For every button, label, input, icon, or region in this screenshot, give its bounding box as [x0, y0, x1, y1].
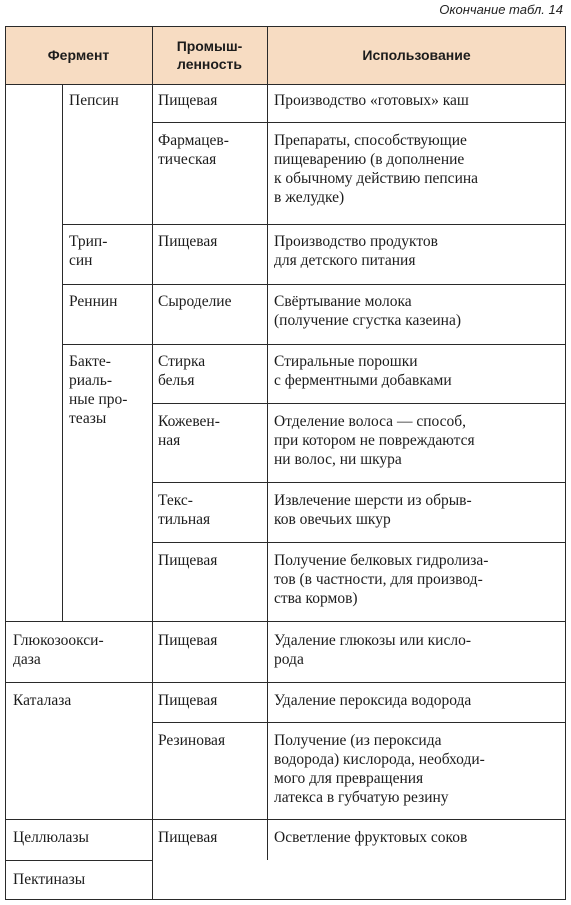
table-divider — [267, 26, 268, 860]
cell-industry: Пищевая — [158, 233, 218, 250]
table-divider — [62, 284, 566, 285]
table-divider — [152, 542, 566, 543]
table-divider — [5, 819, 566, 820]
table-divider — [152, 722, 566, 723]
cell-industry: Текс- тильная — [158, 492, 211, 528]
cell-enzyme-catalase: Каталаза — [13, 692, 72, 709]
cell-enzyme-pectinases: Пектиназы — [13, 871, 86, 888]
table-border-right — [565, 26, 566, 900]
table-border-top — [5, 26, 566, 27]
cell-industry: Стирка белья — [158, 353, 206, 389]
cell-usage: Осветление фруктовых соков — [274, 829, 468, 846]
cell-industry: Пищевая — [158, 692, 218, 709]
cell-industry: Пищевая — [158, 552, 218, 569]
table-border-bottom — [5, 899, 566, 900]
table-divider — [62, 84, 63, 621]
cell-usage: Свёртывание молока (получение сгустка казеина) — [274, 293, 462, 329]
cell-enzyme-trypsin: Трип- син — [69, 233, 108, 269]
cell-usage: Препараты, способствующие пищеварению (в дополнение к обычному действию пепсина в желудке) — [274, 132, 479, 206]
header-enzyme: Фермент — [5, 26, 152, 84]
enzymes-table — [5, 26, 566, 900]
header-industry: Промыш- ленность — [152, 26, 267, 84]
cell-industry: Пищевая — [158, 92, 218, 109]
cell-enzyme-bacterial-proteases: Бакте- риаль- ные про- теазы — [69, 353, 128, 427]
cell-enzyme-rennin: Реннин — [69, 293, 118, 310]
table-divider — [152, 26, 153, 900]
cell-usage: Производство продуктов для детского питания — [274, 233, 438, 269]
cell-usage: Удаление пероксида водорода — [274, 692, 472, 709]
table-divider — [152, 403, 566, 404]
cell-usage: Отделение волоса — способ, при котором не повреждаются ни волос, ни шкура — [274, 413, 475, 468]
cell-usage: Получение (из пероксида водорода) кислорода, необходи- мого для превращения латекса в губчатую резину — [274, 732, 485, 806]
cell-usage: Удаление глюкозы или кисло- рода — [274, 632, 472, 668]
table-divider — [62, 224, 566, 225]
cell-enzyme-pepsin: Пепсин — [69, 92, 119, 109]
cell-usage: Получение белковых гидролиза- тов (в частности, для производ- ства кормов) — [274, 552, 489, 607]
table-divider — [152, 482, 566, 483]
cell-enzyme-glucose-oxidase: Глюкозоокси- даза — [13, 632, 104, 668]
cell-industry: Кожевен- ная — [158, 413, 220, 449]
cell-usage: Производство «готовых» каш — [274, 92, 469, 109]
header-usage: Использование — [267, 26, 566, 84]
table-divider — [5, 621, 566, 622]
table-border-left — [5, 26, 6, 900]
cell-industry: Пищевая — [158, 632, 218, 649]
cell-industry: Пищевая — [158, 829, 218, 846]
table-divider — [152, 122, 566, 123]
table-divider — [62, 344, 566, 345]
cell-enzyme-cellulases: Целлюлазы — [13, 829, 89, 846]
cell-industry: Фармацев- тическая — [158, 132, 229, 168]
table-divider — [5, 84, 566, 85]
cell-industry: Резиновая — [158, 732, 226, 749]
cell-industry: Сыроделие — [158, 293, 232, 310]
table-divider — [5, 682, 566, 683]
cell-usage: Стиральные порошки с ферментными добавками — [274, 353, 452, 389]
cell-usage: Извлечение шерсти из обрыв- ков овечьих шкур — [274, 492, 472, 528]
table-caption: Окончание табл. 14 — [439, 2, 563, 17]
table-divider — [5, 860, 152, 861]
